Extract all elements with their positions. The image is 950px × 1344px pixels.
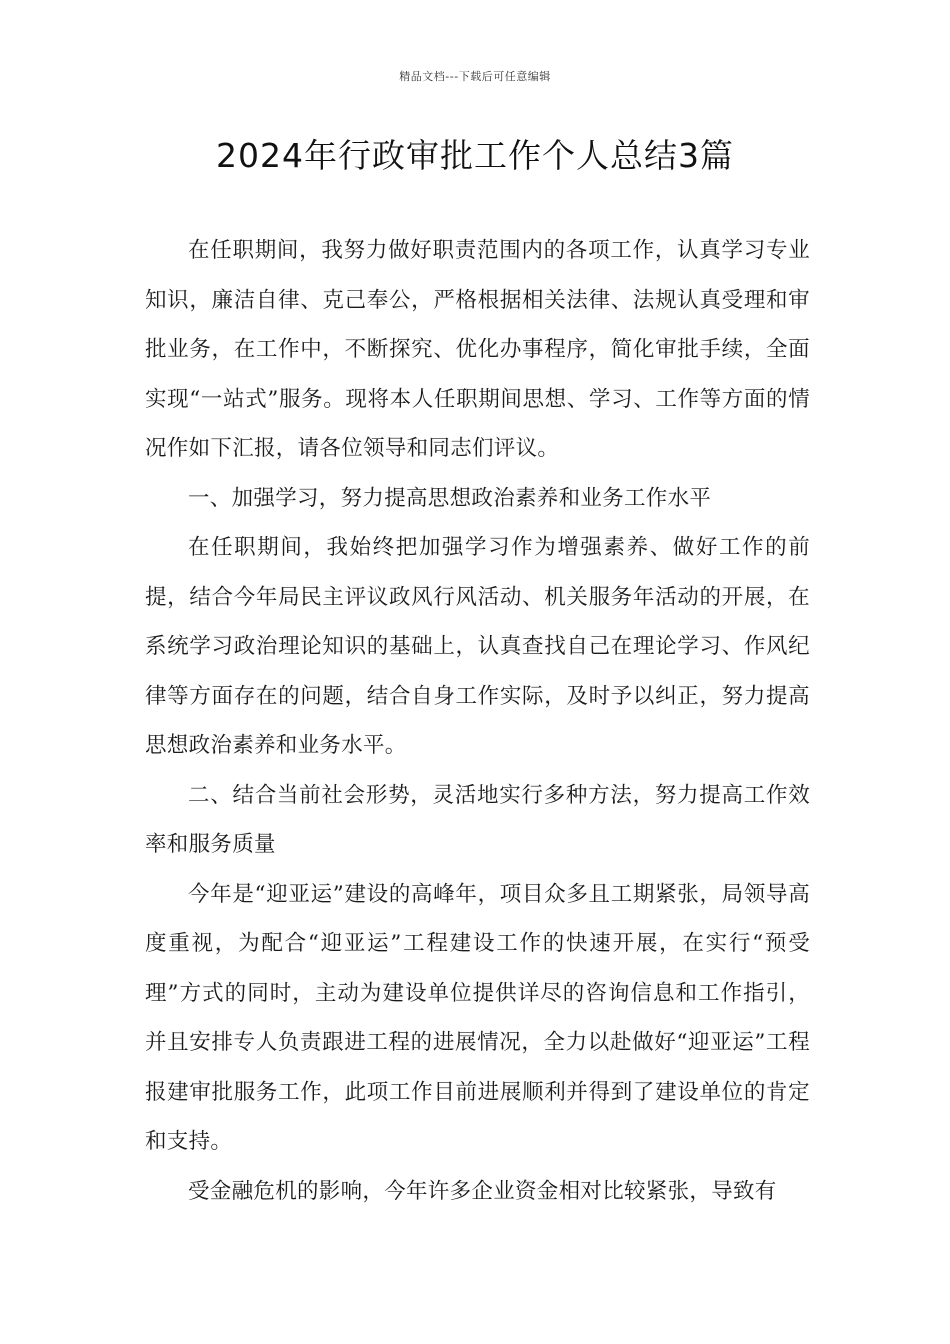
document-title: 2024年行政审批工作个人总结3篇 xyxy=(216,136,734,175)
paragraph-intro: 在任职期间，我努力做好职责范围内的各项工作，认真学习专业知识，廉洁自律、克己奉公，严格根据相关法律、法规认真受理和审批业务，在工作中，不断探究、优化办事程序，简化审批手续，全面实现“一站式”服务。现将本人任职期间思想、学习、工作等方面的情况作如下汇报，请各位领导和同志们评议。 xyxy=(145,238,810,461)
paragraph-asian-games: 今年是“迎亚运”建设的高峰年，项目众多且工期紧张，局领导高度重视，为配合“迎亚运”工程建设工作的快速开展，在实行“预受理”方式的同时，主动为建设单位提供详尽的咨询信息和工作指引，并且安排专人负责跟进工程的进展情况，全力以赴做好“迎亚运”工程报建审批服务工作，此项工作目前进展顺利并得到了建设单位的肯定和支持。 xyxy=(145,881,810,1154)
section-heading-1: 一、加强学习，努力提高思想政治素养和业务工作水平 xyxy=(188,485,712,511)
document-body xyxy=(145,226,810,1216)
paragraph-study: 在任职期间，我始终把加强学习作为增强素养、做好工作的前提，结合今年局民主评议政风行风活动、机关服务年活动的开展，在系统学习政治理论知识的基础上，认真查找自己在理论学习、作风纪律等方面存在的问题，结合自身工作实际，及时予以纠正，努力提高思想政治素养和业务水平。 xyxy=(145,535,810,758)
paragraph-financial-crisis: 受金融危机的影响，今年许多企业资金相对比较紧张，导致有 xyxy=(188,1178,777,1204)
header-note: 精品文档---下载后可任意编辑 xyxy=(399,70,551,83)
section-heading-2: 二、结合当前社会形势，灵活地实行多种方法，努力提高工作效率和服务质量 xyxy=(145,782,810,857)
